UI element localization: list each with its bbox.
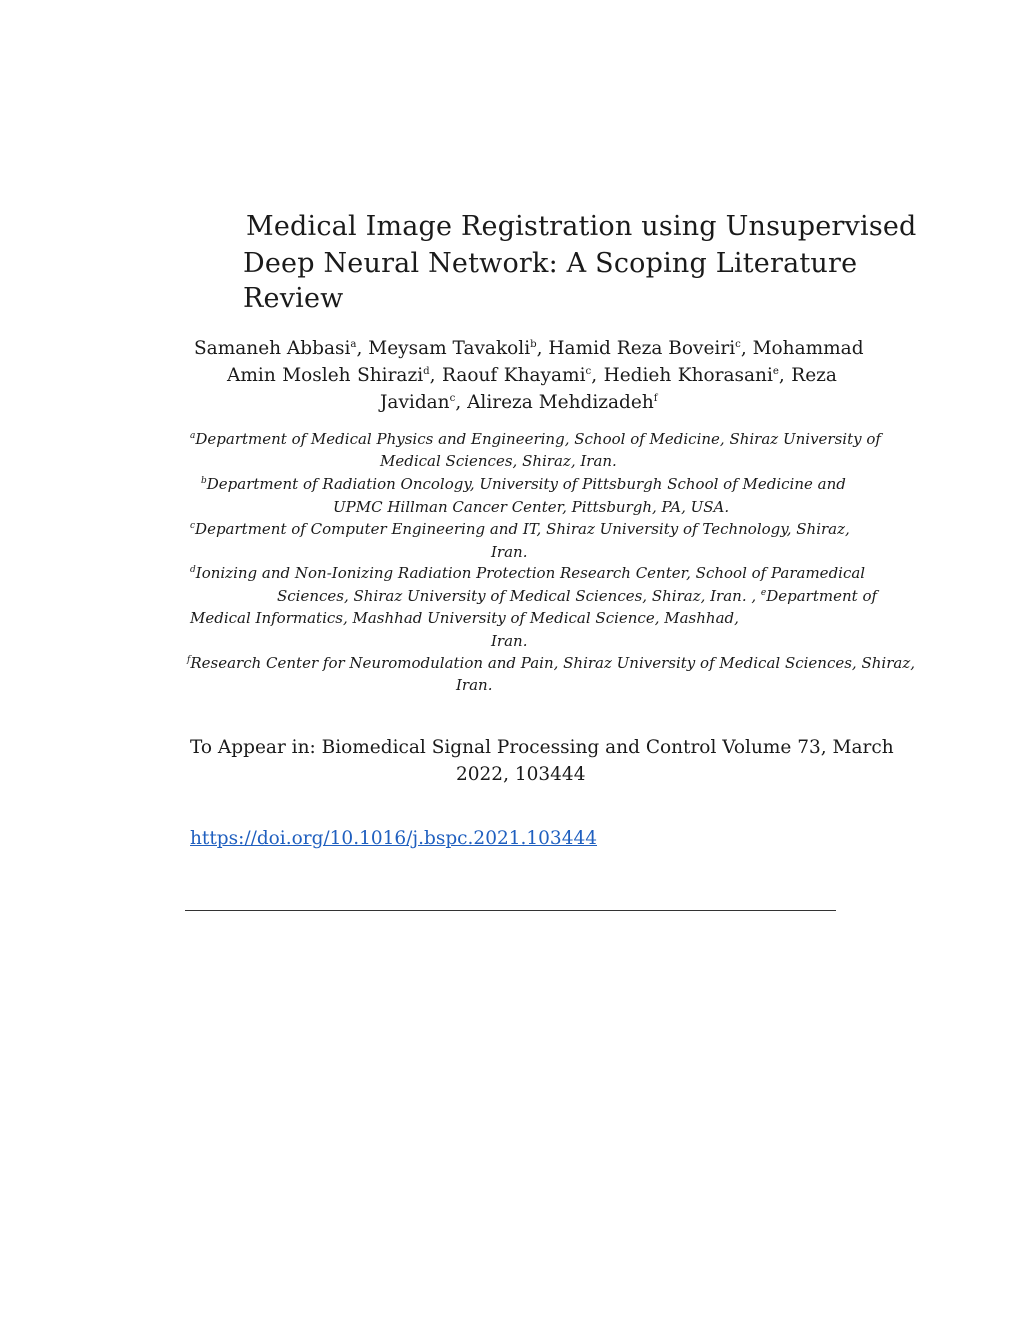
divider-line [185, 910, 836, 911]
author-affil-mark: b [530, 338, 537, 350]
affiliation-text: Department of Radiation Oncology, University of Pittsburgh School of Medicine and [206, 475, 846, 493]
author-affil-mark: f [653, 392, 658, 404]
author-affil-mark: c [449, 392, 456, 404]
affiliation-text: Sciences, Shiraz University of Medical Sciences, Shiraz, Iran. , [277, 587, 761, 605]
author-word: Reza [791, 365, 837, 386]
author-affil-mark: d [423, 365, 430, 377]
author-affil-mark: c [735, 338, 741, 350]
affiliation-mark: b [201, 476, 207, 486]
author-word: Hedieh [603, 365, 672, 386]
affiliation-mark: d [190, 565, 196, 575]
affiliation-mark: f [187, 655, 191, 665]
author-affil-mark: e [772, 365, 779, 377]
author-word: Shirazi$^d$, [357, 365, 436, 386]
author-word: Khorasani$^e$, [677, 365, 785, 386]
author-name: , Hamid Reza Boveiri [536, 338, 736, 359]
affiliation-b-line-1 [201, 473, 846, 495]
affiliation-a-line-2: Medical Sciences, Shiraz, Iran. [380, 452, 617, 470]
paper-title-line-2: Deep Neural Network: A Scoping Literature [243, 248, 858, 279]
publication-info-line-1: To Appear in: Biomedical Signal Processing and Control Volume 73, March [190, 737, 894, 758]
affiliation-text: Ionizing and Non-Ionizing Radiation Protection Research Center, School of Paramedical [195, 564, 866, 582]
affiliation-c-line-1 [190, 518, 850, 540]
author-affil-mark: a [350, 338, 357, 350]
author-affil-mark: c [585, 365, 592, 377]
affiliation-e-line-1: Medical Informatics, Mashhad University of Medical Science, Mashhad, [190, 609, 739, 627]
author-name: , Meysam Tavakoli [356, 338, 531, 359]
affiliation-d-line-2 [277, 585, 877, 607]
affiliation-text: Department of [766, 587, 878, 605]
author-word: Amin [227, 365, 276, 386]
affiliation-d-line-1 [190, 562, 865, 584]
affiliation-mark: a [190, 431, 196, 441]
author-word: Mosleh [282, 365, 351, 386]
affiliation-f-line-1 [187, 652, 915, 674]
affiliation-e-line-2: Iran. [491, 632, 528, 650]
doi-link[interactable]: https://doi.org/10.1016/j.bspc.2021.103444 [190, 828, 598, 849]
affiliation-c-line-2: Iran. [491, 543, 528, 561]
paper-title-line-1: Medical Image Registration using Unsupervised [246, 211, 917, 242]
author-name: Samaneh Abbasi [194, 338, 351, 359]
author-word: Khayami$^c$, [503, 365, 598, 386]
affiliation-mark: c [190, 521, 196, 531]
affiliation-text: Department of Medical Physics and Engineering, School of Medicine, Shiraz University of [195, 430, 881, 448]
affiliation-text: Research Center for Neuromodulation and Pain, Shiraz University of Medical Sciences, Shiraz, [190, 654, 915, 672]
author-line-2 [227, 362, 837, 389]
author-name: Javidan [380, 392, 450, 413]
author-name: , Mohammad [740, 338, 864, 359]
author-line-3 [380, 389, 658, 416]
affiliation-text: Department of Computer Engineering and IT, Shiraz University of Technology, Shiraz, [195, 520, 850, 538]
affiliation-mark: e [760, 588, 767, 598]
author-name: , Alireza Mehdizadeh [455, 392, 654, 413]
affiliation-f-line-2: Iran. [456, 676, 493, 694]
author-word: Raouf [442, 365, 498, 386]
paper-title-line-3: Review [243, 283, 344, 314]
affiliation-a-line-1 [190, 428, 881, 450]
author-line-1 [194, 335, 864, 362]
publication-info-line-2: 2022, 103444 [456, 764, 586, 785]
affiliation-b-line-2: UPMC Hillman Cancer Center, Pittsburgh, PA, USA. [333, 498, 730, 516]
